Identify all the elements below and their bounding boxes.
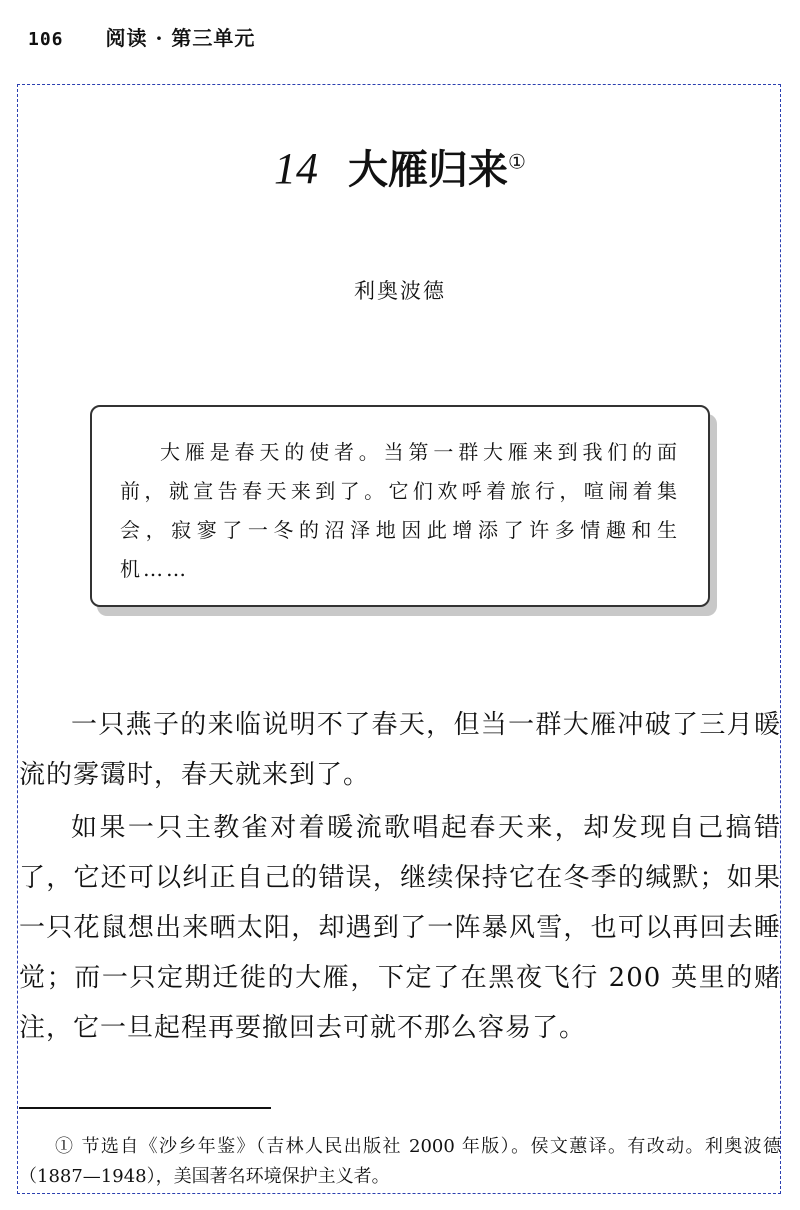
- body-paragraph: 一只燕子的来临说明不了春天，但当一群大雁冲破了三月暖流的雾霭时，春天就来到了。: [19, 710, 781, 790]
- lesson-title: [0, 138, 800, 195]
- footnote: [19, 1132, 781, 1192]
- footnote-marker[interactable]: ①: [508, 149, 526, 174]
- author-name: 利奥波德: [354, 279, 446, 303]
- page-number: 106: [28, 29, 64, 50]
- footnote-text: ① 节选自《沙乡年鉴》（吉林人民出版社 2000 年版）。侯文蕙译。有改动。利奥波德（1887—1948），美国著名环境保护主义者。: [19, 1136, 781, 1187]
- intro-box: 大雁是春天的使者。当第一群大雁来到我们的面前，就宣告春天来到了。它们欢呼着旅行，喧闹着集会，寂寥了一冬的沼泽地因此增添了许多情趣和生机……: [90, 405, 710, 607]
- running-head: [28, 22, 255, 51]
- body-text: [19, 700, 781, 1053]
- lesson-number: 14: [274, 144, 319, 193]
- lesson-title-text: 大雁归来: [348, 146, 509, 193]
- section-label: 阅读 · 第三单元: [105, 26, 256, 50]
- footnote-divider: [19, 1107, 271, 1109]
- body-paragraph: 如果一只主教雀对着暖流歌唱起春天来，却发现自己搞错了，它还可以纠正自己的错误，继续保持它在冬季的缄默；如果一只花鼠想出来晒太阳，却遇到了一阵暴风雪，也可以再回去睡觉；而一只定期迁徙的大雁，下定了在黑夜飞行 200 英里的赌注，它一旦起程再要撤回去可就不那么容易了。: [19, 813, 781, 1043]
